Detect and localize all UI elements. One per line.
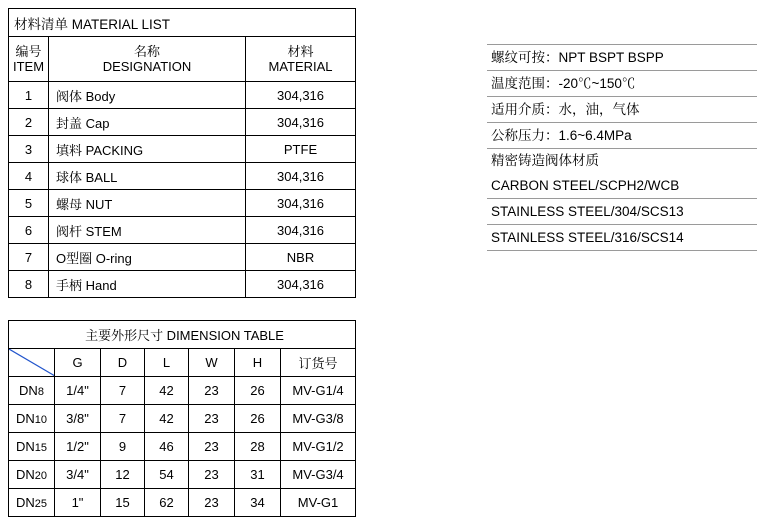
cell-designation: O型圈 O-ring bbox=[49, 244, 246, 271]
cell-dn bbox=[9, 405, 55, 433]
cell-l: 62 bbox=[145, 489, 189, 517]
cell-order-number: MV-G1 bbox=[281, 489, 356, 517]
cell-item: 4 bbox=[9, 163, 49, 190]
header-designation bbox=[49, 37, 246, 82]
cell-w: 23 bbox=[189, 489, 235, 517]
header-item bbox=[9, 37, 49, 82]
cell-material: 304,316 bbox=[246, 109, 356, 136]
cell-d: 12 bbox=[101, 461, 145, 489]
cell-dn-size: 10 bbox=[34, 414, 48, 426]
cell-d: 9 bbox=[101, 433, 145, 461]
cell-item: 1 bbox=[9, 82, 49, 109]
cell-dn-prefix: DN bbox=[15, 467, 35, 482]
header-material-cn: 材料 bbox=[287, 43, 314, 59]
cell-dn-prefix: DN bbox=[15, 411, 35, 426]
spec-row-thread: 螺纹可按：NPT BSPT BSPP bbox=[487, 44, 757, 71]
header-d: D bbox=[101, 349, 145, 377]
header-designation-cn: 名称 bbox=[133, 43, 160, 59]
header-l: L bbox=[145, 349, 189, 377]
header-order-number: 订货号 bbox=[281, 349, 356, 377]
cell-item: 3 bbox=[9, 136, 49, 163]
table-row bbox=[9, 489, 356, 517]
cell-l: 42 bbox=[145, 377, 189, 405]
cell-material: 304,316 bbox=[246, 163, 356, 190]
cell-designation: 螺母 NUT bbox=[49, 190, 246, 217]
cell-dn-size: 8 bbox=[37, 386, 44, 398]
cell-material: 304,316 bbox=[246, 82, 356, 109]
table-row bbox=[9, 461, 356, 489]
cell-material: NBR bbox=[246, 244, 356, 271]
table-row bbox=[9, 405, 356, 433]
table-row bbox=[9, 136, 356, 163]
table-row bbox=[9, 190, 356, 217]
table-row bbox=[9, 377, 356, 405]
cell-h: 26 bbox=[235, 377, 281, 405]
cell-material: 304,316 bbox=[246, 190, 356, 217]
diagonal-header-cell bbox=[9, 349, 55, 377]
cell-designation: 手柄 Hand bbox=[49, 271, 246, 298]
cell-g: 1" bbox=[55, 489, 101, 517]
cell-w: 23 bbox=[189, 377, 235, 405]
cell-l: 46 bbox=[145, 433, 189, 461]
cell-l: 42 bbox=[145, 405, 189, 433]
material-list-title: 材料清单 MATERIAL LIST bbox=[9, 9, 356, 37]
header-item-cn: 编号 bbox=[15, 43, 42, 59]
cell-g: 3/4" bbox=[55, 461, 101, 489]
cell-designation: 填料 PACKING bbox=[49, 136, 246, 163]
cell-dn bbox=[9, 461, 55, 489]
cell-item: 6 bbox=[9, 217, 49, 244]
cell-order-number: MV-G3/8 bbox=[281, 405, 356, 433]
cell-order-number: MV-G1/4 bbox=[281, 377, 356, 405]
cell-order-number: MV-G3/4 bbox=[281, 461, 356, 489]
spec-row-stainless-304: STAINLESS STEEL/304/SCS13 bbox=[487, 199, 757, 225]
cell-designation: 球体 BALL bbox=[49, 163, 246, 190]
cell-w: 23 bbox=[189, 433, 235, 461]
header-h: H bbox=[235, 349, 281, 377]
table-row bbox=[9, 217, 356, 244]
cell-designation: 阀杆 STEM bbox=[49, 217, 246, 244]
dimension-table-title: 主要外形尺寸 DIMENSION TABLE bbox=[9, 321, 356, 349]
table-row-title bbox=[9, 9, 356, 37]
cell-designation: 封盖 Cap bbox=[49, 109, 246, 136]
table-row bbox=[9, 244, 356, 271]
cell-dn-prefix: DN bbox=[15, 439, 35, 454]
table-row bbox=[9, 271, 356, 298]
header-w: W bbox=[189, 349, 235, 377]
table-row bbox=[9, 163, 356, 190]
table-row-header bbox=[9, 37, 356, 82]
cell-h: 26 bbox=[235, 405, 281, 433]
cell-dn bbox=[9, 489, 55, 517]
header-item-en: ITEM bbox=[12, 59, 45, 74]
header-material-en: MATERIAL bbox=[268, 59, 333, 74]
cell-item: 8 bbox=[9, 271, 49, 298]
spec-row-carbon-steel: CARBON STEEL/SCPH2/WCB bbox=[487, 173, 757, 199]
cell-w: 23 bbox=[189, 405, 235, 433]
cell-designation: 阀体 Body bbox=[49, 82, 246, 109]
header-material bbox=[246, 37, 356, 82]
header-g: G bbox=[55, 349, 101, 377]
cell-h: 28 bbox=[235, 433, 281, 461]
cell-g: 3/8" bbox=[55, 405, 101, 433]
table-row-title bbox=[9, 321, 356, 349]
table-row bbox=[9, 433, 356, 461]
cell-dn-prefix: DN bbox=[19, 383, 38, 398]
cell-dn bbox=[9, 433, 55, 461]
table-row bbox=[9, 82, 356, 109]
cell-dn bbox=[9, 377, 55, 405]
spec-row-medium: 适用介质：水，油，气体 bbox=[487, 97, 757, 123]
cell-d: 7 bbox=[101, 405, 145, 433]
spec-row-temperature-range: 温度范围：-20℃~150℃ bbox=[487, 71, 757, 97]
cell-l: 54 bbox=[145, 461, 189, 489]
cell-dn-size: 15 bbox=[34, 442, 48, 454]
cell-material: 304,316 bbox=[246, 271, 356, 298]
spec-row-nominal-pressure: 公称压力：1.6~6.4MPa bbox=[487, 123, 757, 149]
table-row-header bbox=[9, 349, 356, 377]
cell-item: 2 bbox=[9, 109, 49, 136]
specification-list bbox=[487, 44, 757, 251]
material-list-table bbox=[8, 8, 356, 298]
spec-row-stainless-316: STAINLESS STEEL/316/SCS14 bbox=[487, 225, 757, 251]
dimension-table bbox=[8, 320, 356, 517]
cell-order-number: MV-G1/2 bbox=[281, 433, 356, 461]
cell-dn-size: 20 bbox=[34, 470, 48, 482]
cell-material: 304,316 bbox=[246, 217, 356, 244]
cell-h: 31 bbox=[235, 461, 281, 489]
cell-w: 23 bbox=[189, 461, 235, 489]
cell-d: 7 bbox=[101, 377, 145, 405]
cell-material: PTFE bbox=[246, 136, 356, 163]
cell-dn-size: 25 bbox=[34, 498, 48, 510]
cell-item: 5 bbox=[9, 190, 49, 217]
cell-item: 7 bbox=[9, 244, 49, 271]
cell-d: 15 bbox=[101, 489, 145, 517]
cell-h: 34 bbox=[235, 489, 281, 517]
diagonal-line-icon bbox=[9, 349, 55, 376]
cell-g: 1/2" bbox=[55, 433, 101, 461]
cell-g: 1/4" bbox=[55, 377, 101, 405]
header-designation-en: DESIGNATION bbox=[102, 59, 192, 74]
spec-row-body-material-heading: 精密铸造阀体材质 bbox=[491, 153, 599, 168]
table-row bbox=[9, 109, 356, 136]
cell-dn-prefix: DN bbox=[15, 495, 35, 510]
